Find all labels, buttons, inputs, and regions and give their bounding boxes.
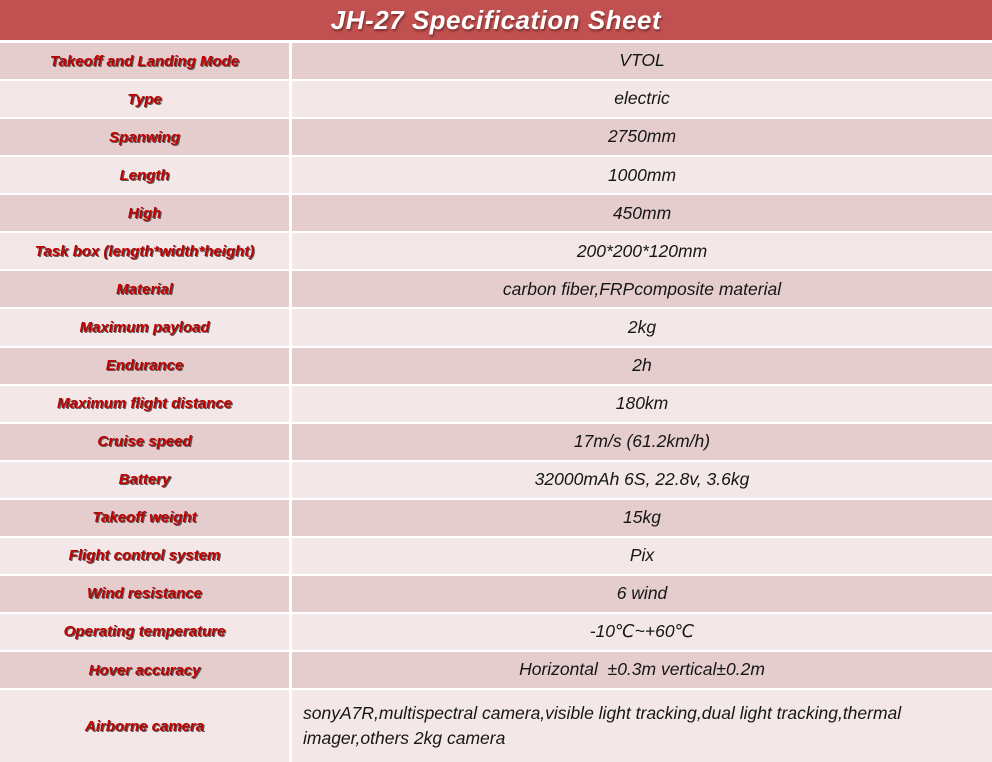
spec-value: 15kg [623, 507, 661, 528]
spec-value: 17m/s (61.2km/h) [573, 430, 711, 451]
spec-label: Material [0, 271, 292, 307]
spec-value: 32000mAh 6S, 22.8v, 3.6kg [534, 469, 750, 490]
spec-label: High [0, 195, 292, 231]
spec-table-body [0, 43, 992, 762]
spec-value: Horizontal ±0.3m vertical±0.2m [519, 659, 765, 680]
spec-label: Wind resistance [0, 576, 292, 612]
table-row [0, 309, 992, 345]
spec-value: 2750mm [607, 126, 677, 147]
spec-label: Flight control system [0, 538, 292, 574]
spec-label: Maximum flight distance [0, 386, 292, 422]
spec-value: 2h [632, 354, 652, 375]
spec-value: Pix [629, 545, 655, 566]
spec-label: Takeoff weight [0, 500, 292, 536]
spec-label: Cruise speed [0, 424, 292, 460]
spec-label: Endurance [0, 348, 292, 384]
page-title: JH-27 Specification Sheet [330, 4, 662, 35]
spec-label: Operating temperature [0, 614, 292, 650]
spec-label: Spanwing [0, 119, 292, 155]
spec-value: carbon fiber,FRPcomposite material [502, 278, 782, 299]
table-row [0, 576, 992, 612]
table-row [0, 500, 992, 536]
spec-label: Maximum payload [0, 309, 292, 345]
table-row [0, 462, 992, 498]
spec-label: Hover accuracy [0, 652, 292, 688]
spec-value: 1000mm [607, 164, 677, 185]
table-row [0, 614, 992, 650]
table-row [0, 652, 992, 688]
spec-value: sonyA7R,multispectral camera,visible light tracking,dual light tracking,thermal imager,others 2kg camera [303, 702, 907, 749]
spec-value: 450mm [612, 202, 672, 223]
table-row [0, 195, 992, 231]
spec-value: 180km [615, 392, 669, 413]
spec-value: 2kg [627, 316, 657, 337]
table-row [0, 157, 992, 193]
table-row [0, 690, 992, 762]
table-row [0, 271, 992, 307]
spec-label: Type [0, 81, 292, 117]
spec-label: Battery [0, 462, 292, 498]
table-row [0, 348, 992, 384]
spec-value: -10℃~+60℃ [589, 621, 695, 642]
table-row [0, 233, 992, 269]
spec-label: Airborne camera [0, 690, 292, 762]
spec-value: 6 wind [616, 583, 668, 604]
table-row [0, 119, 992, 155]
sheet-header [0, 0, 992, 40]
table-row [0, 43, 992, 79]
spec-label: Takeoff and Landing Mode [0, 43, 292, 79]
table-row [0, 386, 992, 422]
table-row [0, 538, 992, 574]
table-row [0, 81, 992, 117]
spec-label: Task box (length*width*height) [0, 233, 292, 269]
table-row [0, 424, 992, 460]
spec-label: Length [0, 157, 292, 193]
spec-value: VTOL [619, 50, 665, 71]
spec-value: 200*200*120mm [576, 240, 708, 261]
spec-value: electric [614, 88, 670, 109]
